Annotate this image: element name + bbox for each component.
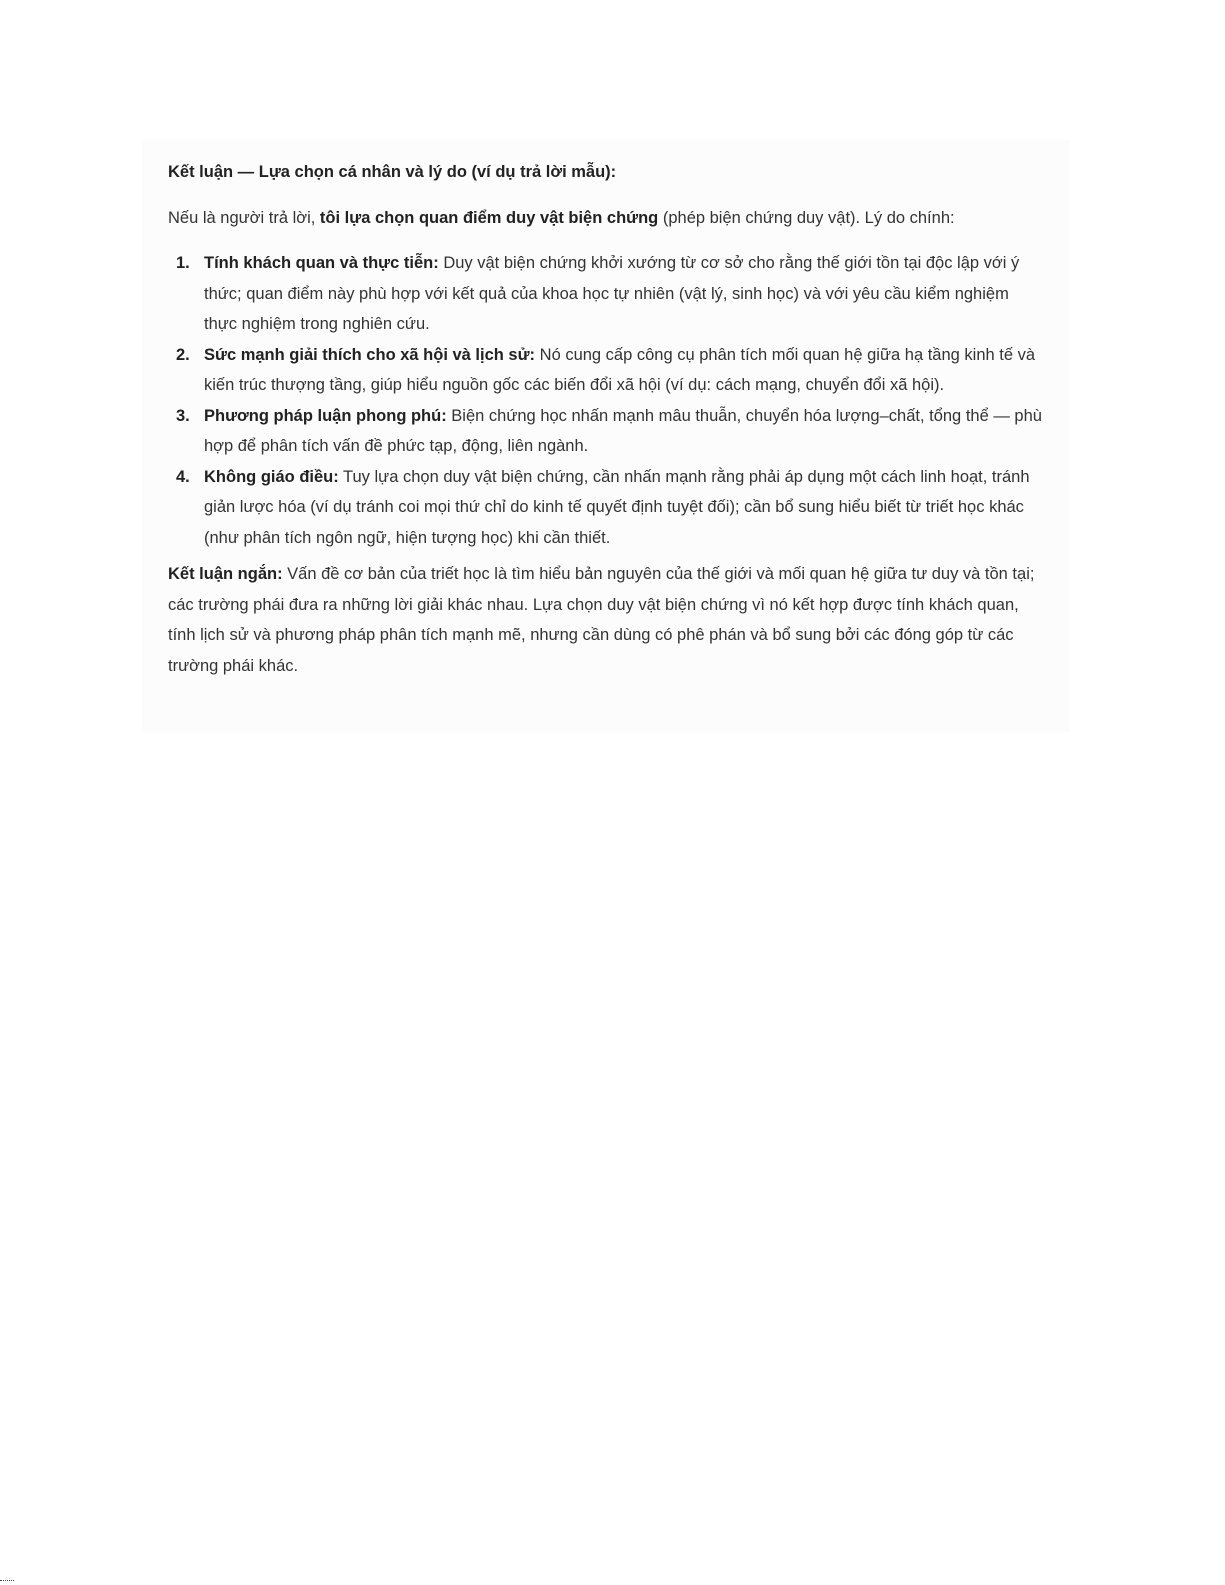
reason-number: 1.: [176, 254, 190, 272]
reason-text: Biện chứng học nhấn mạnh mâu thuẫn, chuyển hóa lượng–chất, tổng thể — phù hợp để phân tích vấn đề phức tạp, động, liên ngành.: [204, 406, 1042, 455]
reason-text: Duy vật biện chứng khởi xướng từ cơ sở cho rằng thế giới tồn tại độc lập với ý thức; quan điểm này phù hợp với kết quả của khoa học tự nhiên (vật lý, sinh học) và với yêu cầu kiểm nghiệm thực nghiệm trong nghiên cứu.: [204, 254, 1020, 333]
intro-paragraph: [168, 206, 1044, 230]
reason-item: [168, 248, 1044, 340]
reason-number: 4.: [176, 467, 190, 486]
reason-item: [168, 340, 1044, 401]
section-heading: Kết luận — Lựa chọn cá nhân và lý do (ví dụ trả lời mẫu):: [168, 163, 617, 181]
scan-edge-mark: [0, 1580, 14, 1583]
intro-prefix: Nếu là người trả lời,: [168, 209, 320, 227]
answer-text-block: [142, 140, 1070, 732]
intro-highlight: tôi lựa chọn quan điểm duy vật biện chứng: [319, 209, 659, 227]
intro-suffix: (phép biện chứng duy vật). Lý do chính:: [658, 209, 955, 227]
reason-title: Phương pháp luận phong phú:: [204, 406, 447, 425]
reason-title: Tính khách quan và thực tiễn:: [204, 254, 439, 272]
summary-paragraph: [168, 559, 1044, 681]
reason-item: [168, 401, 1044, 462]
reason-item: [168, 462, 1044, 554]
summary-text: Vấn đề cơ bản của triết học là tìm hiểu bản nguyên của thế giới và mối quan hệ giữa tư duy và tồn tại; các trường phái đưa ra những lời giải khác nhau. Lựa chọn duy vật biện chứng vì nó kết hợp được tính khách quan, tính lịch sử và phương pháp phân tích mạnh mẽ, nhưng cần dùng có phê phán và bổ sung bởi các đóng góp từ các trường phái khác.: [168, 565, 1035, 675]
reason-text: Nó cung cấp công cụ phân tích mối quan hệ giữa hạ tầng kinh tế và kiến trúc thượng tầng, giúp hiểu nguồn gốc các biến đổi xã hội (ví dụ: cách mạng, chuyển đổi xã hội).: [204, 345, 1036, 394]
reason-title: Không giáo điều:: [204, 467, 339, 486]
reason-number: 2.: [176, 345, 190, 364]
reason-number: 3.: [176, 406, 190, 425]
reason-title: Sức mạnh giải thích cho xã hội và lịch sử:: [204, 345, 536, 364]
reasons-list: [168, 248, 1044, 553]
summary-label: Kết luận ngắn:: [168, 565, 283, 583]
reason-text: Tuy lựa chọn duy vật biện chứng, cần nhấn mạnh rằng phải áp dụng một cách linh hoạt, tránh giản lược hóa (ví dụ tránh coi mọi thứ chỉ do kinh tế quyết định tuyệt đối); cần bổ sung hiểu biết từ triết học khác (như phân tích ngôn ngữ, hiện tượng học) khi cần thiết.: [204, 467, 1030, 547]
